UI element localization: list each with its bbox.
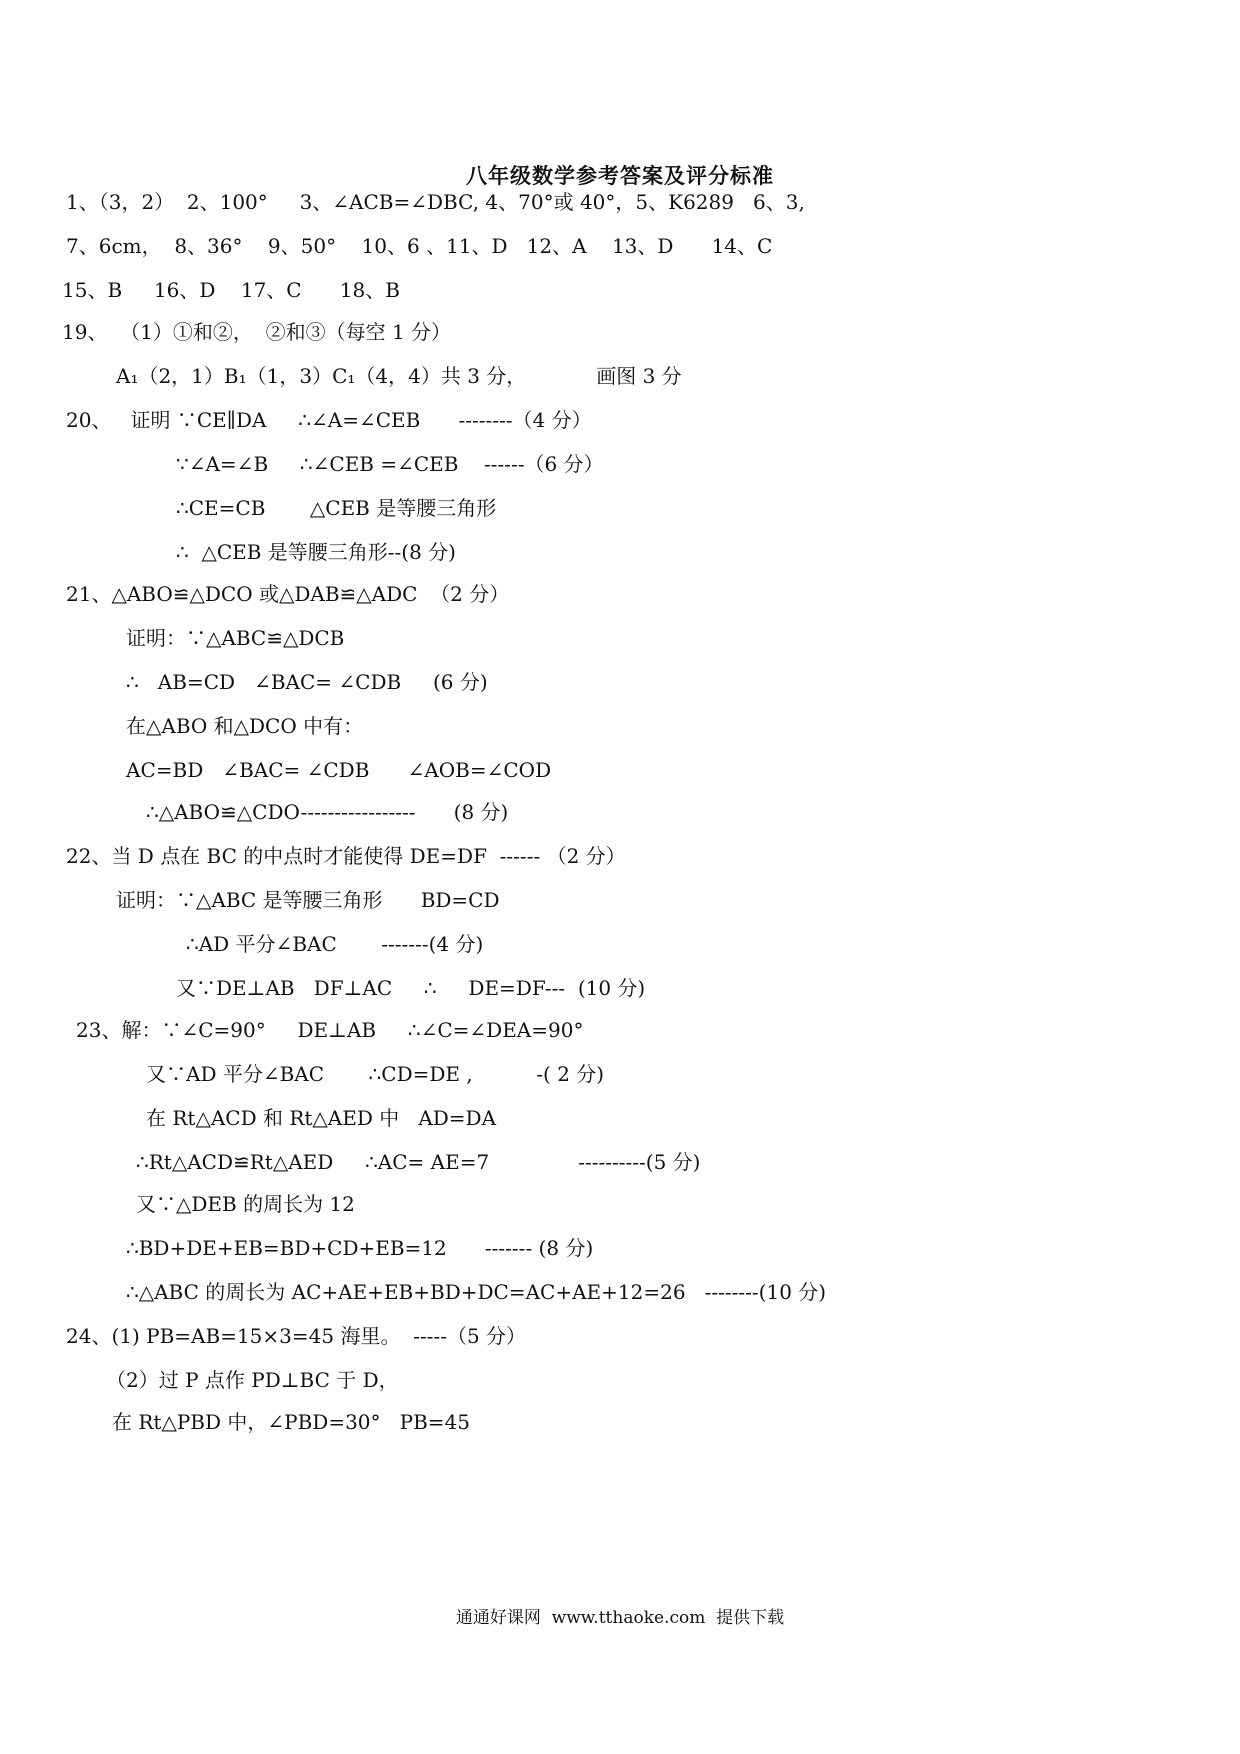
answer-line-21c: ∴ AB=CD ∠BAC= ∠CDB (6 分) xyxy=(126,670,488,694)
answer-line-22b: 证明：∵△ABC 是等腰三角形 BD=CD xyxy=(116,888,500,912)
answer-line-3: 15、B 16、D 17、C 18、B xyxy=(62,278,400,302)
answer-line-24b: （2）过 P 点作 PD⊥BC 于 D， xyxy=(106,1368,399,1392)
answer-line-21b: 证明：∵△ABC≌△DCB xyxy=(126,626,345,650)
answer-line-20d: ∴ △CEB 是等腰三角形--(8 分) xyxy=(176,540,456,564)
answer-line-23g: ∴△ABC 的周长为 AC+AE+EB+BD+DC=AC+AE+12=26 --------(10 分) xyxy=(126,1280,827,1304)
answer-line-21: 21、△ABO≌△DCO 或△DAB≌△ADC （2 分） xyxy=(66,582,510,606)
page-footer: 通通好课网 www.tthaoke.com 提供下载 xyxy=(455,1608,785,1628)
answer-line-20c: ∴CE=CB △CEB 是等腰三角形 xyxy=(176,496,497,520)
answer-line-24c: 在 Rt△PBD 中，∠PBD=30° PB=45 xyxy=(112,1410,470,1434)
answer-line-21e: AC=BD ∠BAC= ∠CDB ∠AOB=∠COD xyxy=(126,758,552,782)
answer-line-23b: 又∵AD 平分∠BAC ∴CD=DE , -( 2 分) xyxy=(146,1062,605,1086)
answer-line-19b: A₁（2，1）B₁（1，3）C₁（4，4）共 3 分， 画图 3 分 xyxy=(116,364,682,388)
answer-line-21d: 在△ABO 和△DCO 中有： xyxy=(126,714,364,738)
answer-line-19: 19、 （1）①和②， ②和③（每空 1 分） xyxy=(62,320,452,344)
answer-line-22c: ∴AD 平分∠BAC -------(4 分) xyxy=(186,932,484,956)
answer-line-22d: 又∵DE⊥AB DF⊥AC ∴ DE=DF--- (10 分) xyxy=(176,976,646,1000)
answer-line-23f: ∴BD+DE+EB=BD+CD+EB=12 ------- (8 分) xyxy=(126,1236,594,1260)
answer-line-22: 22、当 D 点在 BC 的中点时才能使得 DE=DF ------ （2 分） xyxy=(66,844,626,868)
answer-line-1: 1、（3，2） 2、100° 3、∠ACB=∠DBC, 4、70°或 40°，5、K6289 6、3, xyxy=(66,190,805,214)
answer-line-23d: ∴Rt△ACD≌Rt△AED ∴AC= AE=7 ----------(5 分) xyxy=(136,1150,701,1174)
answer-line-20b: ∵∠A=∠B ∴∠CEB =∠CEB ------（6 分） xyxy=(176,452,604,476)
answer-line-20: 20、 证明 ∵CE∥DA ∴∠A=∠CEB --------（4 分） xyxy=(66,408,592,432)
answer-line-23e: 又∵△DEB 的周长为 12 xyxy=(136,1192,355,1216)
page-title: 八年级数学参考答案及评分标准 xyxy=(466,163,774,188)
answer-line-24: 24、(1) PB=AB=15×3=45 海里。 -----（5 分） xyxy=(66,1324,527,1348)
answer-line-21f: ∴△ABO≌△CDO----------------- (8 分) xyxy=(146,800,509,824)
answer-line-2: 7、6cm， 8、36° 9、50° 10、6 、11、D 12、A 13、D 14、C xyxy=(66,234,773,258)
answer-line-23c: 在 Rt△ACD 和 Rt△AED 中 AD=DA xyxy=(146,1106,497,1130)
answer-line-23: 23、解：∵∠C=90° DE⊥AB ∴∠C=∠DEA=90° xyxy=(76,1018,584,1042)
